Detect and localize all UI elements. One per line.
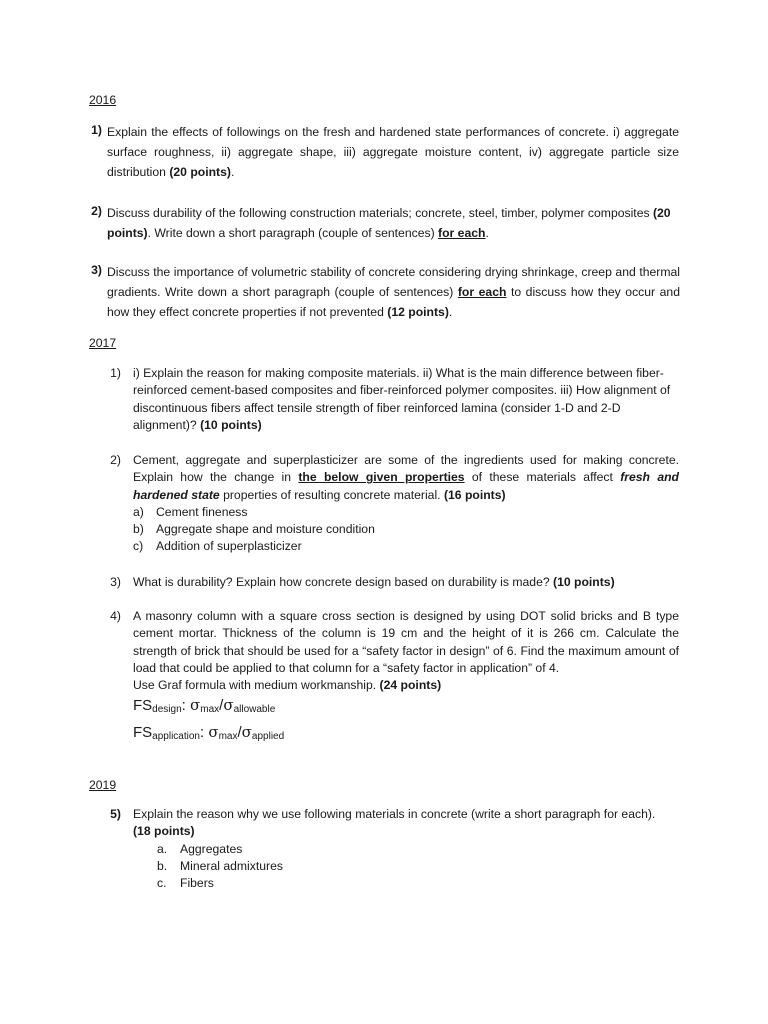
question-number: 1) xyxy=(91,123,102,137)
emphasis: the below given properties xyxy=(298,470,465,485)
question-number: 5) xyxy=(110,807,121,821)
points: (10 points) xyxy=(553,575,615,589)
question-text: i) Explain the reason for making composite materials. ii) What is the main difference between fiber-reinforced cement-based composites and fiber-reinforced polymer composites. iii) How alignment of discontinuous fibers affect tensile strength of fiber reinforced lamina (consider 1-D and 2-D alignment)? xyxy=(133,366,671,432)
points: (20 points) xyxy=(107,206,671,240)
list-item: b) Aggregate shape and moisture condition xyxy=(133,522,375,537)
emphasis: for each xyxy=(438,226,486,240)
formula-fs-design: $FS_{design}$: $\sigma_{max}/\sigma_{allowable}$ xyxy=(133,696,276,716)
question-text: Discuss the importance of volumetric stability of concrete considering drying shrinkage, creep and thermal gradients. Write down a short paragraph (couple of sentences) xyxy=(107,265,680,299)
list-item: a. Aggregates xyxy=(157,841,243,856)
points: (18 points) xyxy=(133,824,195,839)
list-item: c. Fibers xyxy=(157,876,214,891)
question-text: Explain the reason why we use following materials in concrete (write a short paragraph for each). xyxy=(133,807,656,821)
emphasis: for each xyxy=(457,285,507,299)
question-text: Cement, aggregate and superplasticizer are some of the ingredients used for making concrete. Explain how the change in xyxy=(133,453,679,485)
italic-emphasis: fresh and hardened state xyxy=(133,470,679,502)
question-number: 2) xyxy=(91,204,102,218)
points: (12 points) xyxy=(387,305,449,319)
question-text: A masonry column with a square cross section is designed by using DOT solid bricks and B type cement mortar. Thickness of the column is 19 cm and the height of it is 266 cm. Calculate the strength of brick that should be used for a “safety factor in design” of 6. Find the maximum amount of load that could be applied to that column for a “safety factor in application” of 4. xyxy=(133,609,679,675)
list-item: a) Cement fineness xyxy=(133,504,248,519)
question-number: 2) xyxy=(110,453,121,467)
year-heading-2017: 2017 xyxy=(89,336,117,350)
year-heading-2016: 2016 xyxy=(89,93,117,107)
list-item: b. Mineral admixtures xyxy=(157,858,283,873)
question-number: 1) xyxy=(110,366,121,380)
exam-page: 2016 1) Explain the effects of followings on the fresh and hardened state performances of concrete. i) aggregate surface roughness, ii) aggregate shape, iii) aggregate moisture content, iv) aggregate particle size distribution (20 points). 2) Discuss durability of the following construction materials; concrete, steel, timber, polymer composites (20 points). Write down a short paragraph (couple of sentences) for each. 3) Discuss the importance of volumetric stability of concrete considering drying shrinkage, creep and thermal gradients. Write down a short paragraph (couple of sentences) for each to discuss how they occur and how they effect concrete properties if not prevented (12 points). 2017 1) i) Explain the reason for making composite materials. ii) What is the main difference between fiber-reinforced cement-based composites and fiber-reinforced polymer composites. iii) How alignment of discontinuous fibers affect tensile strength of fiber reinforced lamina (consider 1-D and 2-D alignment)? (10 points) 2) Cement, aggregate and superplasticizer are some of the ingredients used for making concrete. Explain how the change in the below given properties of these materials affect fresh and hardened state properties of resulting concrete material. (16 points) a) Cement fineness b) Aggregate shape and moisture condition c) Addition of superplasticizer 3) What is durability? Explain how concrete design based on durability is made? (10 points) 4) A masonry column with a square cross section is designed by using DOT solid bricks and B type cement mortar. Thickness of the column is 19 cm and the height of it is 266 cm. Calculate the strength of brick that should be used for a “safety factor in design” of 6. Find the maximum amount of load that could be applied to that column for a “safety factor in application” of 4. Use Graf formula with medium workmanship. (24 points) $FS_{design}$: $\sigma_{max}/\sigma_{allowable}$ $FS_{application}$: $\sigma_{max}/\sigma_{applied}$ 2019 5) Explain the reason why we use following materials in concrete (write a short paragraph for each). (18 points) a. Aggregates b. Mineral admixtures c. Fibers xyxy=(0,0,768,1024)
question-text: Explain the effects of followings on the fresh and hardened state performances of concrete. i) aggregate surface roughness, ii) aggregate shape, iii) aggregate moisture content, iv) aggregate particle size distribution xyxy=(107,125,679,179)
question-text: What is durability? Explain how concrete design based on durability is made? xyxy=(133,575,554,589)
points: (24 points) xyxy=(379,678,442,693)
sub-list xyxy=(133,504,679,556)
formula-fs-application: $FS_{application}$: $\sigma_{max}/\sigma_{applied}$ xyxy=(133,723,285,743)
question-number: 3) xyxy=(110,575,121,589)
question-text: Discuss durability of the following construction materials; concrete, steel, timber, polymer composites xyxy=(107,206,653,220)
points: (10 points) xyxy=(200,417,262,432)
question-number: 3) xyxy=(91,263,102,277)
list-item: c) Addition of superplasticizer xyxy=(133,539,302,554)
points: (16 points) xyxy=(443,487,506,502)
sub-list xyxy=(157,841,693,893)
year-heading-2019: 2019 xyxy=(89,778,117,792)
question-number: 4) xyxy=(110,609,121,623)
points: (20 points) xyxy=(169,165,231,179)
